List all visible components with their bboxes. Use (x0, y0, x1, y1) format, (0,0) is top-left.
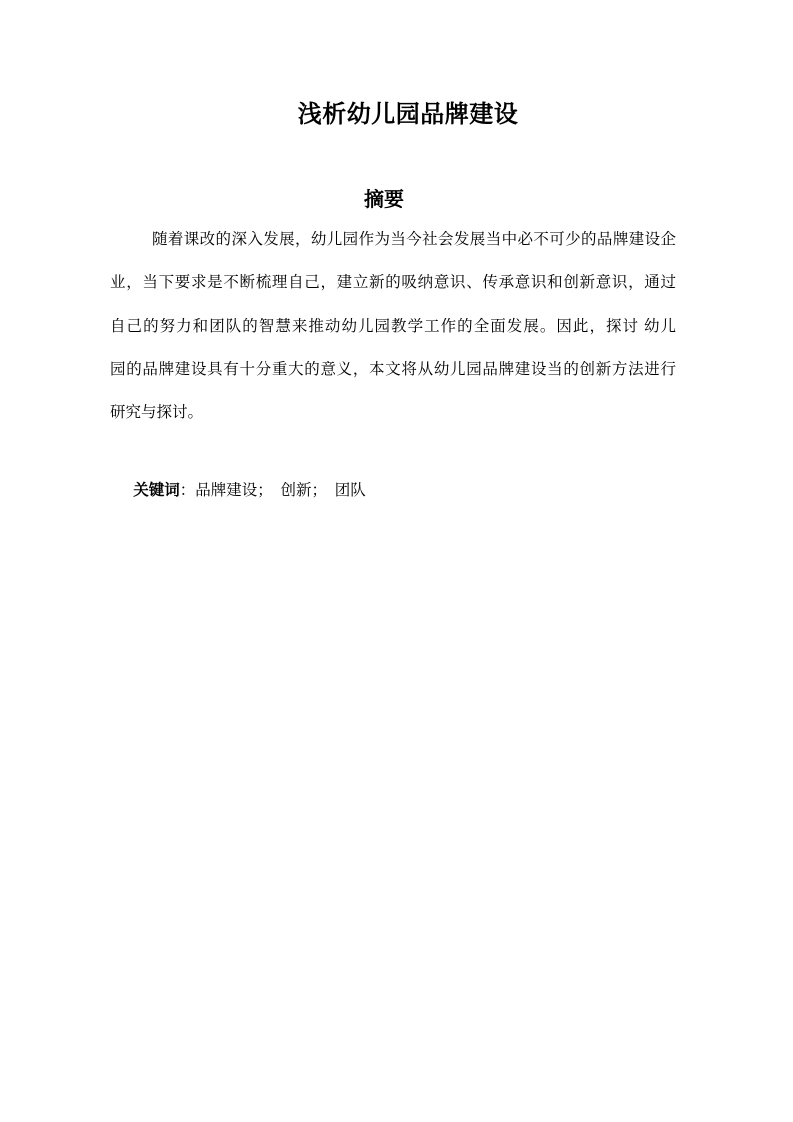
page-content (0, 0, 793, 527)
abstract-line: 园的品牌建设具有十分重大的意义，本文将从幼儿园品牌建设当的创新方法进行 (110, 360, 676, 378)
keywords-row (110, 455, 676, 527)
abstract-line: 自己的努力和团队的智慧来推动幼儿园教学工作的全面发展。因此，探讨 幼儿 (110, 317, 676, 335)
abstract-paragraph (110, 218, 676, 434)
keywords-text: 品牌建设； 创新； 团队 (195, 482, 366, 500)
keywords-label: 关键词 (133, 482, 180, 500)
keywords-separator: ： (179, 482, 196, 500)
document-title: 浅析幼儿园品牌建设 (297, 101, 519, 128)
abstract-line: 业，当下要求是不断梳理自己，建立新的吸纳意识、传承意识和创新意识，通过 (110, 274, 676, 292)
abstract-line: 研究与探讨。 (110, 404, 204, 422)
abstract-line: 随着课改的深入发展，幼儿园作为当今社会发展当中必不可少的品牌建设企 (152, 231, 676, 248)
abstract-heading: 摘要 (364, 189, 404, 211)
